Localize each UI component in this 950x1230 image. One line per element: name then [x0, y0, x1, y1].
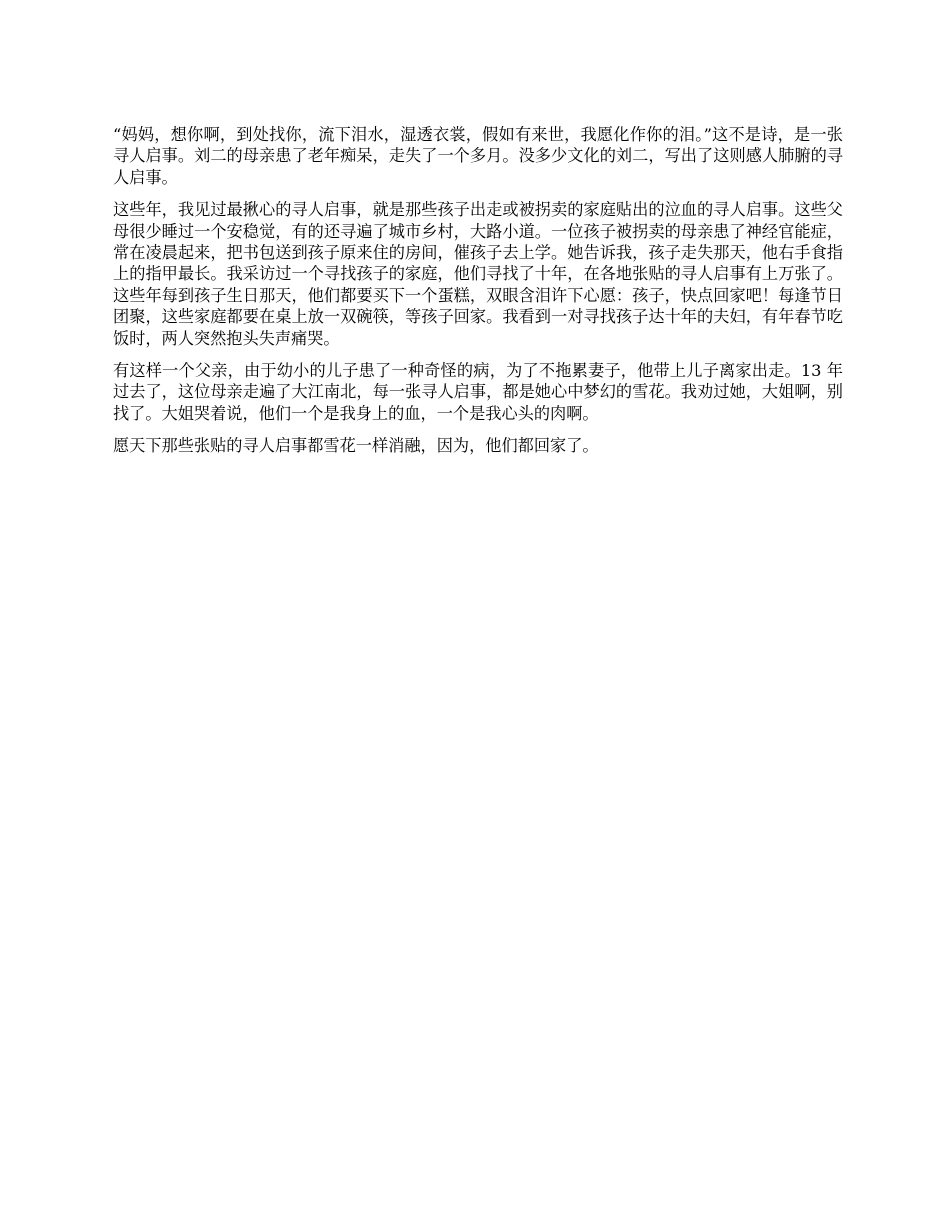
paragraph-2: 这些年，我见过最揪心的寻人启事，就是那些孩子出走或被拐卖的家庭贴出的泣血的寻人启事。这些父母很少睡过一个安稳觉，有的还寻遍了城市乡村，大路小道。一位孩子被拐卖的母亲患了神经官能症，常在凌晨起来，把书包送到孩子原来住的房间，催孩子去上学。她告诉我，孩子走失那天，他右手食指上的指甲最长。我采访过一个寻找孩子的家庭，他们寻找了十年，在各地张贴的寻人启事有上万张了。这些年每到孩子生日那天，他们都要买下一个蛋糕，双眼含泪许下心愿：孩子，快点回家吧！每逢节日团聚，这些家庭都要在桌上放一双碗筷，等孩子回家。我看到一对寻找孩子达十年的夫妇，有年春节吃饭时，两人突然抱头失声痛哭。 [113, 200, 843, 348]
document-body [113, 124, 843, 468]
paragraph-1: “妈妈，想你啊，到处找你，流下泪水，湿透衣裳，假如有来世，我愿化作你的泪。”这不是诗，是一张寻人启事。刘二的母亲患了老年痴呆，走失了一个多月。没多少文化的刘二，写出了这则感人肺腑的寻人启事。 [113, 125, 843, 187]
paragraph-3: 有这样一个父亲，由于幼小的儿子患了一种奇怪的病，为了不拖累妻子，他带上儿子离家出走。13 年过去了，这位母亲走遍了大江南北，每一张寻人启事，都是她心中梦幻的雪花。我劝过她，大姐啊，别找了。大姐哭着说，他们一个是我身上的血，一个是我心头的肉啊。 [113, 361, 843, 423]
paragraph-4: 愿天下那些张贴的寻人启事都雪花一样消融，因为，他们都回家了。 [113, 436, 599, 456]
